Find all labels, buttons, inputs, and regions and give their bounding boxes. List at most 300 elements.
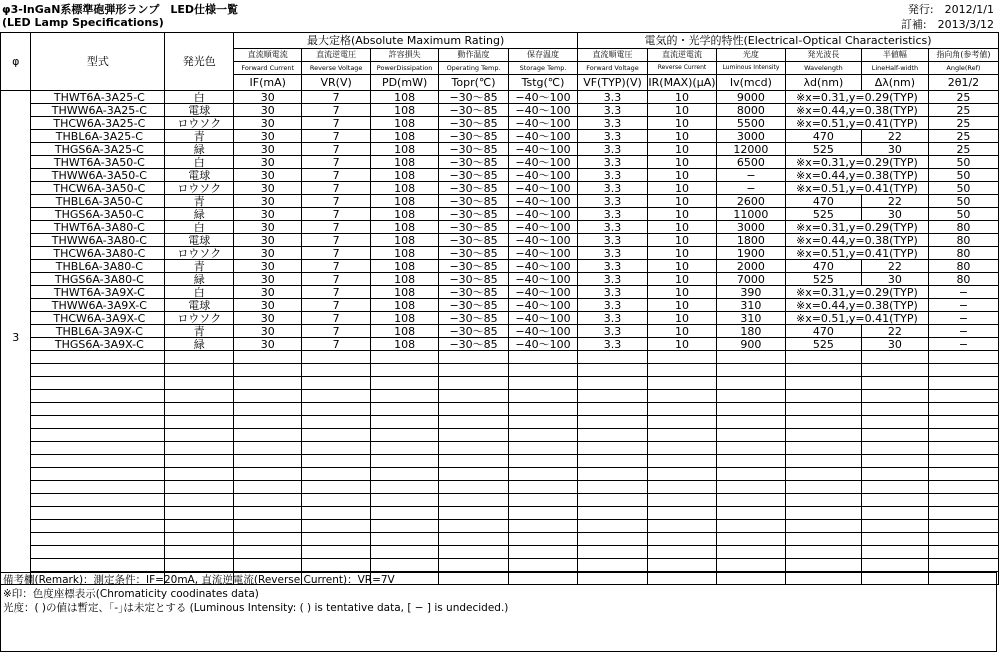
vr-cell: 7 [302, 273, 371, 286]
angle-cell: 80 [928, 247, 998, 260]
empty-cell [371, 494, 439, 507]
color-cell: ロウソク [165, 312, 234, 325]
ir-cell: 10 [648, 182, 717, 195]
empty-cell [716, 481, 785, 494]
empty-cell [578, 351, 648, 364]
angle-cell: − [928, 286, 998, 299]
empty-cell [371, 546, 439, 559]
empty-cell [234, 403, 302, 416]
ir-cell: 10 [648, 208, 717, 221]
topr-cell: −30～85 [439, 338, 509, 351]
if-cell: 30 [234, 169, 302, 182]
tstg-cell: −40～100 [509, 117, 578, 130]
empty-cell [439, 481, 509, 494]
empty-cell [861, 494, 928, 507]
empty-cell [861, 429, 928, 442]
vr-cell: 7 [302, 91, 371, 104]
table-row [1, 286, 999, 299]
empty-cell [861, 507, 928, 520]
empty-cell [234, 429, 302, 442]
topr-cell: −30～85 [439, 143, 509, 156]
header-unit: PD(mW) [371, 75, 439, 91]
empty-cell [439, 442, 509, 455]
empty-cell [31, 533, 165, 546]
empty-cell [928, 377, 998, 390]
empty-cell [578, 468, 648, 481]
empty-cell [302, 546, 371, 559]
table-row [1, 143, 999, 156]
tstg-cell: −40～100 [509, 130, 578, 143]
table-row [1, 416, 999, 429]
empty-cell [785, 364, 861, 377]
vf-cell: 3.3 [578, 299, 648, 312]
empty-cell [578, 494, 648, 507]
empty-cell [31, 494, 165, 507]
iv-cell: 2000 [716, 260, 785, 273]
if-cell: 30 [234, 195, 302, 208]
tstg-cell: −40～100 [509, 221, 578, 234]
empty-cell [439, 429, 509, 442]
empty-cell [302, 455, 371, 468]
vr-cell: 7 [302, 299, 371, 312]
vr-cell: 7 [302, 130, 371, 143]
empty-cell [509, 546, 578, 559]
halfwidth-cell: 22 [861, 130, 928, 143]
empty-cell [928, 403, 998, 416]
empty-cell [302, 507, 371, 520]
header-unit: VF(TYP)(V) [578, 75, 648, 91]
chromaticity-cell: ※x=0.44,y=0.38(TYP) [785, 104, 928, 117]
empty-cell [31, 351, 165, 364]
vf-cell: 3.3 [578, 169, 648, 182]
halfwidth-cell: 30 [861, 208, 928, 221]
empty-cell [165, 403, 234, 416]
empty-cell [439, 416, 509, 429]
empty-cell [371, 559, 439, 572]
empty-cell [716, 520, 785, 533]
header-jp: 指向角(参考値) [928, 49, 998, 62]
model-cell: THWW6A-3A80-C [31, 234, 165, 247]
wavelength-cell: 525 [785, 338, 861, 351]
table-row [1, 130, 999, 143]
color-cell: 電球 [165, 104, 234, 117]
empty-cell [371, 351, 439, 364]
color-cell: 白 [165, 91, 234, 104]
vf-cell: 3.3 [578, 338, 648, 351]
ir-cell: 10 [648, 169, 717, 182]
chromaticity-cell: ※x=0.44,y=0.38(TYP) [785, 234, 928, 247]
empty-cell [716, 403, 785, 416]
empty-cell [31, 559, 165, 572]
header-en: Forward Current [234, 62, 302, 75]
tstg-cell: −40～100 [509, 182, 578, 195]
color-cell: 緑 [165, 338, 234, 351]
tstg-cell: −40～100 [509, 247, 578, 260]
iv-cell: 180 [716, 325, 785, 338]
chromaticity-cell: ※x=0.31,y=0.29(TYP) [785, 156, 928, 169]
empty-cell [234, 364, 302, 377]
remarks-box [0, 572, 997, 652]
empty-cell [165, 468, 234, 481]
color-cell: 白 [165, 286, 234, 299]
empty-cell [648, 442, 717, 455]
empty-cell [928, 455, 998, 468]
empty-cell [648, 351, 717, 364]
tstg-cell: −40～100 [509, 325, 578, 338]
topr-cell: −30～85 [439, 312, 509, 325]
topr-cell: −30～85 [439, 221, 509, 234]
tstg-cell: −40～100 [509, 156, 578, 169]
empty-cell [648, 533, 717, 546]
angle-cell: 25 [928, 104, 998, 117]
empty-cell [716, 468, 785, 481]
color-cell: 青 [165, 260, 234, 273]
chromaticity-cell: ※x=0.51,y=0.41(TYP) [785, 182, 928, 195]
header-en: Operating Temp. [439, 62, 509, 75]
empty-cell [31, 507, 165, 520]
pd-cell: 108 [371, 221, 439, 234]
empty-cell [578, 377, 648, 390]
vr-cell: 7 [302, 247, 371, 260]
empty-cell [928, 364, 998, 377]
topr-cell: −30～85 [439, 234, 509, 247]
if-cell: 30 [234, 260, 302, 273]
empty-cell [302, 429, 371, 442]
wavelength-cell: 525 [785, 208, 861, 221]
angle-cell: 50 [928, 156, 998, 169]
empty-cell [165, 377, 234, 390]
ir-cell: 10 [648, 156, 717, 169]
empty-cell [648, 429, 717, 442]
empty-cell [928, 442, 998, 455]
empty-cell [165, 507, 234, 520]
empty-cell [234, 533, 302, 546]
vr-cell: 7 [302, 325, 371, 338]
if-cell: 30 [234, 91, 302, 104]
empty-cell [165, 533, 234, 546]
header-color: 発光色 [165, 33, 234, 91]
header-en: Angle(Ref) [928, 62, 998, 75]
model-cell: THBL6A-3A80-C [31, 260, 165, 273]
empty-cell [234, 351, 302, 364]
table-row [1, 481, 999, 494]
color-cell: 緑 [165, 208, 234, 221]
vr-cell: 7 [302, 221, 371, 234]
empty-cell [578, 429, 648, 442]
empty-cell [785, 546, 861, 559]
empty-cell [371, 416, 439, 429]
header-en: Storage Temp. [509, 62, 578, 75]
empty-cell [165, 494, 234, 507]
topr-cell: −30～85 [439, 117, 509, 130]
if-cell: 30 [234, 143, 302, 156]
empty-cell [509, 494, 578, 507]
iv-cell: 2600 [716, 195, 785, 208]
empty-cell [371, 455, 439, 468]
color-cell: ロウソク [165, 247, 234, 260]
color-cell: 電球 [165, 169, 234, 182]
header-unit: λd(nm) [785, 75, 861, 91]
empty-cell [716, 507, 785, 520]
empty-cell [509, 403, 578, 416]
empty-cell [234, 455, 302, 468]
empty-cell [234, 546, 302, 559]
pd-cell: 108 [371, 299, 439, 312]
empty-cell [648, 481, 717, 494]
empty-cell [861, 377, 928, 390]
angle-cell: 50 [928, 195, 998, 208]
empty-cell [165, 546, 234, 559]
angle-cell: 80 [928, 234, 998, 247]
empty-cell [785, 442, 861, 455]
angle-cell: 80 [928, 260, 998, 273]
angle-cell: 50 [928, 208, 998, 221]
empty-cell [861, 468, 928, 481]
table-row [1, 247, 999, 260]
empty-cell [439, 494, 509, 507]
empty-cell [785, 403, 861, 416]
tstg-cell: −40～100 [509, 195, 578, 208]
wavelength-cell: 470 [785, 130, 861, 143]
iv-cell: 900 [716, 338, 785, 351]
empty-cell [928, 520, 998, 533]
halfwidth-cell: 30 [861, 338, 928, 351]
remark-line: 備考欄(Remark)：測定条件：IF=20mA, 直流逆電流(Reverse Current)：VR=7V [3, 574, 395, 586]
empty-cell [509, 429, 578, 442]
header-jp: 直流逆電圧 [302, 49, 371, 62]
color-cell: 白 [165, 156, 234, 169]
table-row [1, 429, 999, 442]
empty-cell [371, 429, 439, 442]
empty-cell [928, 494, 998, 507]
pd-cell: 108 [371, 91, 439, 104]
empty-cell [509, 442, 578, 455]
empty-cell [716, 416, 785, 429]
empty-cell [578, 416, 648, 429]
iv-cell: 9000 [716, 91, 785, 104]
table-row [1, 260, 999, 273]
empty-cell [861, 364, 928, 377]
empty-cell [439, 377, 509, 390]
empty-cell [371, 403, 439, 416]
empty-cell [578, 507, 648, 520]
header-max-rating: 最大定格(Absolute Maximum Rating) [234, 33, 578, 49]
document-subtitle: (LED Lamp Specifications) [2, 16, 164, 29]
empty-cell [509, 481, 578, 494]
pd-cell: 108 [371, 117, 439, 130]
iv-cell: − [716, 182, 785, 195]
tstg-cell: −40～100 [509, 91, 578, 104]
pd-cell: 108 [371, 234, 439, 247]
if-cell: 30 [234, 286, 302, 299]
tstg-cell: −40～100 [509, 338, 578, 351]
vr-cell: 7 [302, 338, 371, 351]
table-row [1, 156, 999, 169]
header-unit: IF(mA) [234, 75, 302, 91]
header-unit: VR(V) [302, 75, 371, 91]
table-row [1, 533, 999, 546]
pd-cell: 108 [371, 325, 439, 338]
empty-cell [302, 364, 371, 377]
vf-cell: 3.3 [578, 130, 648, 143]
color-cell: 電球 [165, 299, 234, 312]
wavelength-cell: 525 [785, 273, 861, 286]
empty-cell [578, 520, 648, 533]
table-row [1, 117, 999, 130]
table-row [1, 221, 999, 234]
vr-cell: 7 [302, 117, 371, 130]
empty-cell [371, 468, 439, 481]
empty-cell [785, 390, 861, 403]
angle-cell: 25 [928, 91, 998, 104]
chromaticity-cell: ※x=0.44,y=0.38(TYP) [785, 299, 928, 312]
table-row [1, 234, 999, 247]
empty-cell [509, 377, 578, 390]
empty-cell [928, 481, 998, 494]
topr-cell: −30～85 [439, 260, 509, 273]
pd-cell: 108 [371, 182, 439, 195]
chromaticity-cell: ※x=0.31,y=0.29(TYP) [785, 286, 928, 299]
empty-cell [928, 390, 998, 403]
header-en: Forward Voltage [578, 62, 648, 75]
empty-cell [439, 364, 509, 377]
empty-cell [165, 390, 234, 403]
empty-cell [302, 403, 371, 416]
table-row [1, 104, 999, 117]
iv-cell: 3000 [716, 130, 785, 143]
empty-cell [439, 351, 509, 364]
header-jp: 直流順電流 [234, 49, 302, 62]
empty-cell [371, 377, 439, 390]
color-cell: 青 [165, 325, 234, 338]
pd-cell: 108 [371, 104, 439, 117]
empty-cell [165, 559, 234, 572]
empty-cell [509, 559, 578, 572]
topr-cell: −30～85 [439, 195, 509, 208]
header-unit: Iv(mcd) [716, 75, 785, 91]
ir-cell: 10 [648, 91, 717, 104]
color-cell: ロウソク [165, 182, 234, 195]
iv-cell: 1900 [716, 247, 785, 260]
angle-cell: 50 [928, 182, 998, 195]
empty-cell [648, 494, 717, 507]
chromaticity-cell: ※x=0.51,y=0.41(TYP) [785, 247, 928, 260]
angle-cell: − [928, 338, 998, 351]
header-unit: IR(MAX)(μA) [648, 76, 716, 89]
empty-cell [234, 442, 302, 455]
table-row [1, 390, 999, 403]
table-row [1, 468, 999, 481]
vf-cell: 3.3 [578, 247, 648, 260]
header-en: Luminous Intensity [716, 62, 785, 75]
chromaticity-cell: ※x=0.31,y=0.29(TYP) [785, 91, 928, 104]
table-row [1, 299, 999, 312]
remark-line: 光度：( )の値は暫定、｢-｣は未定とする (Luminous Intensity: ( ) is tentative data, [ − ] is undecided.) [3, 602, 509, 614]
vr-cell: 7 [302, 260, 371, 273]
table-row [1, 208, 999, 221]
wavelength-cell: 470 [785, 260, 861, 273]
header-jp: 直流順電圧 [578, 49, 648, 62]
empty-cell [509, 390, 578, 403]
iv-cell: 1800 [716, 234, 785, 247]
model-cell: THWT6A-3A9X-C [31, 286, 165, 299]
header-unit: Δλ(nm) [861, 75, 928, 91]
tstg-cell: −40～100 [509, 234, 578, 247]
ir-cell: 10 [648, 104, 717, 117]
header-jp: 動作温度 [439, 49, 509, 62]
topr-cell: −30～85 [439, 169, 509, 182]
topr-cell: −30～85 [439, 325, 509, 338]
empty-cell [165, 416, 234, 429]
model-cell: THBL6A-3A50-C [31, 195, 165, 208]
empty-cell [861, 533, 928, 546]
angle-cell: 50 [928, 169, 998, 182]
empty-cell [31, 364, 165, 377]
empty-cell [165, 429, 234, 442]
if-cell: 30 [234, 221, 302, 234]
vf-cell: 3.3 [578, 221, 648, 234]
empty-cell [785, 455, 861, 468]
empty-cell [785, 351, 861, 364]
halfwidth-cell: 30 [861, 273, 928, 286]
empty-cell [302, 416, 371, 429]
angle-cell: 25 [928, 117, 998, 130]
if-cell: 30 [234, 117, 302, 130]
table-row [1, 507, 999, 520]
empty-cell [439, 533, 509, 546]
color-cell: 緑 [165, 273, 234, 286]
empty-cell [648, 390, 717, 403]
table-row [1, 325, 999, 338]
header-jp: 光度 [716, 49, 785, 62]
header-en: LineHalf-width [861, 62, 928, 75]
empty-cell [785, 533, 861, 546]
iv-cell: 11000 [716, 208, 785, 221]
table-row [1, 546, 999, 559]
empty-cell [648, 559, 717, 572]
empty-cell [509, 507, 578, 520]
vf-cell: 3.3 [578, 182, 648, 195]
ir-cell: 10 [648, 117, 717, 130]
ir-cell: 10 [648, 234, 717, 247]
empty-cell [716, 533, 785, 546]
tstg-cell: −40～100 [509, 104, 578, 117]
empty-cell [861, 390, 928, 403]
iv-cell: 12000 [716, 143, 785, 156]
empty-cell [371, 481, 439, 494]
empty-cell [302, 520, 371, 533]
empty-cell [648, 455, 717, 468]
model-cell: THCW6A-3A80-C [31, 247, 165, 260]
model-cell: THWW6A-3A50-C [31, 169, 165, 182]
vr-cell: 7 [302, 104, 371, 117]
empty-cell [31, 468, 165, 481]
pd-cell: 108 [371, 338, 439, 351]
empty-cell [439, 403, 509, 416]
empty-cell [234, 468, 302, 481]
empty-cell [509, 455, 578, 468]
empty-cell [785, 481, 861, 494]
empty-cell [371, 442, 439, 455]
empty-cell [648, 507, 717, 520]
empty-cell [716, 455, 785, 468]
header-phi: φ [1, 33, 31, 91]
empty-cell [578, 442, 648, 455]
header-en: PowerDissipation [371, 62, 439, 75]
model-cell: THGS6A-3A50-C [31, 208, 165, 221]
chromaticity-cell: ※x=0.44,y=0.38(TYP) [785, 169, 928, 182]
topr-cell: −30～85 [439, 208, 509, 221]
